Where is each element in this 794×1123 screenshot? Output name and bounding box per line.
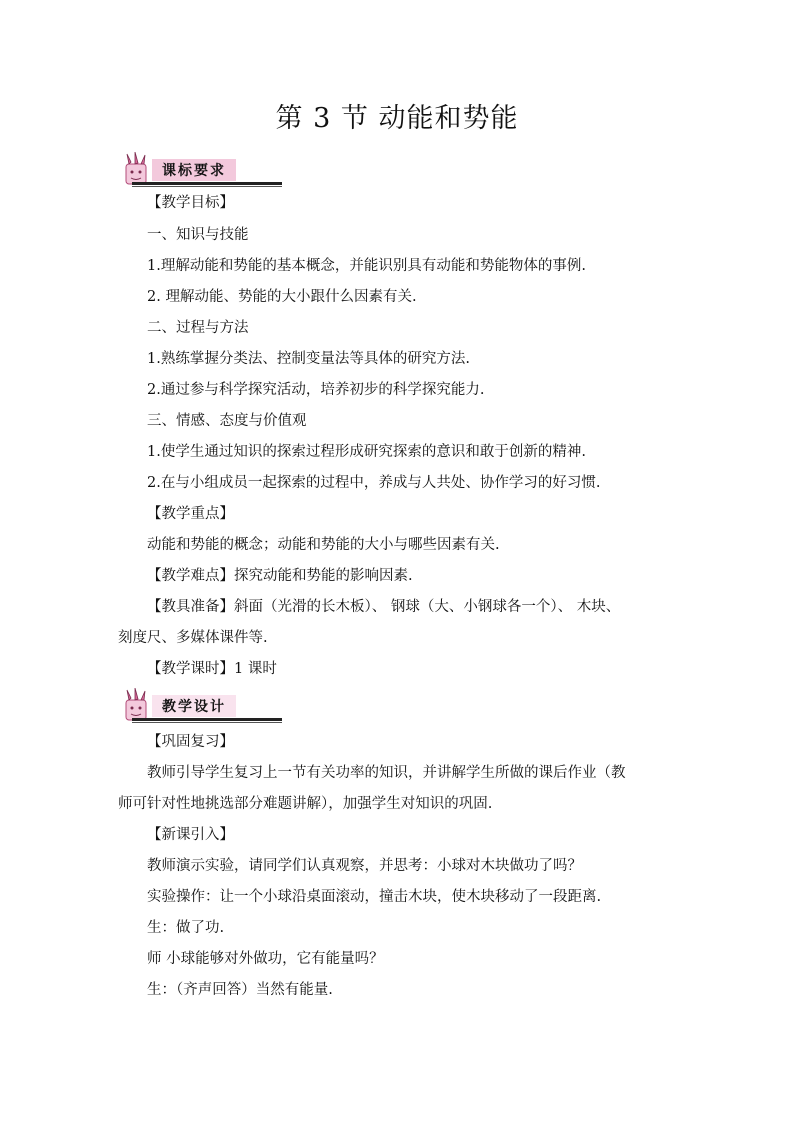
text-line: 师可针对性地挑选部分难题讲解），加强学生对知识的巩固. [118, 796, 493, 812]
page-title: 第 3 节 动能和势能 [275, 103, 519, 134]
text-line: 2. 理解动能、势能的大小跟什么因素有关. [147, 289, 417, 305]
text-line: 教师引导学生复习上一节有关功率的知识，并讲解学生所做的课后作业（教 [147, 765, 626, 781]
text-line: 实验操作：让一个小球沿桌面滚动，撞击木块，使木块移动了一段距离. [147, 889, 602, 905]
banner-divider [132, 182, 282, 185]
text-line: 生：做了功. [147, 920, 225, 936]
text-line: 一、知识与技能 [147, 227, 249, 243]
text-line: 1.熟练掌握分类法、控制变量法等具体的研究方法. [147, 351, 470, 367]
text-line: 【教具准备】斜面（光滑的长木板）、 钢球（大、小钢球各一个）、 木块、 [147, 599, 621, 615]
text-line: 刻度尺、多媒体课件等. [118, 630, 268, 646]
text-line: 【新课引入】 [147, 827, 234, 843]
text-line: 【教学难点】探究动能和势能的影响因素. [147, 568, 413, 584]
text-line: 【教学课时】1 课时 [147, 661, 277, 677]
banner-divider-thin [132, 186, 282, 187]
text-line: 生：（齐声回答）当然有能量. [147, 982, 333, 998]
text-line: 教师演示实验，请同学们认真观察，并思考：小球对木块做功了吗？ [147, 858, 582, 874]
text-line: 1.理解动能和势能的基本概念，并能识别具有动能和势能物体的事例. [147, 258, 586, 274]
text-line: 1.使学生通过知识的探索过程形成研究探索的意识和敢于创新的精神. [147, 444, 586, 460]
text-line: 【教学重点】 [147, 506, 234, 522]
text-line: 2.通过参与科学探究活动，培养初步的科学探究能力. [147, 382, 485, 398]
text-line: 动能和势能的概念；动能和势能的大小与哪些因素有关. [147, 537, 500, 553]
text-line: 二、过程与方法 [147, 320, 249, 336]
banner-label-design: 教学设计 [152, 695, 236, 717]
text-line: 师 小球能够对外做功，它有能量吗？ [147, 951, 384, 967]
banner-label-standards: 课标要求 [152, 159, 236, 181]
text-line: 【巩固复习】 [147, 734, 234, 750]
text-line: 2.在与小组成员一起探索的过程中，养成与人共处、协作学习的好习惯. [147, 475, 601, 491]
text-line: 三、情感、态度与价值观 [147, 413, 307, 429]
text-line: 【教学目标】 [147, 195, 234, 211]
banner-divider-thin [132, 722, 282, 723]
section-banner-standards [118, 152, 288, 188]
banner-divider [132, 718, 282, 721]
section-banner-design [118, 688, 288, 724]
